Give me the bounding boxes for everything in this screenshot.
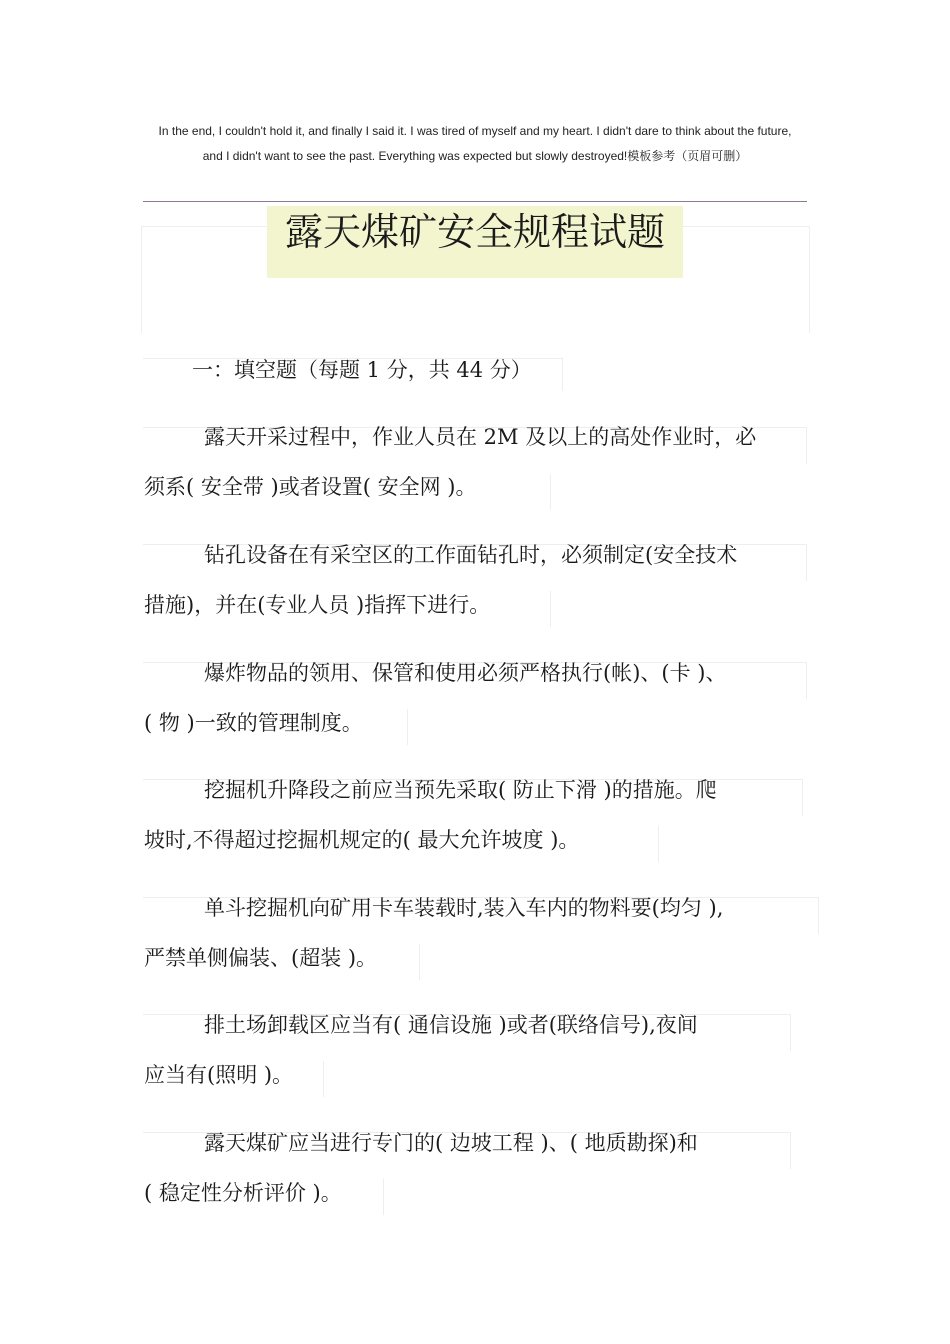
question-1-line-1: 露天开采过程中，作业人员在 2M 及以上的高处作业时，必 [204, 425, 757, 449]
question-5-line-2: 严禁单侧偏装、(超装 )。 [144, 946, 378, 970]
question-7-line-1: 露天煤矿应当进行专门的( 边坡工程 )、( 地质勘探)和 [204, 1131, 698, 1155]
question-3 [144, 648, 809, 748]
question-3-line-2: ( 物 )一致的管理制度。 [144, 711, 363, 735]
question-1 [144, 412, 809, 512]
question-2-line-1: 钻孔设备在有采空区的工作面钻孔时，必须制定(安全技术 [204, 543, 738, 567]
question-1-line-2: 须系( 安全带 )或者设置( 安全网 )。 [144, 475, 477, 499]
question-7-line-2: ( 稳定性分析评价 )。 [144, 1181, 342, 1205]
section-heading: 一：填空题（每题 1 分，共 44 分） [192, 358, 532, 382]
question-6 [144, 1000, 809, 1100]
question-4 [144, 765, 809, 865]
question-2 [144, 530, 809, 630]
question-7 [144, 1118, 809, 1218]
question-3-line-1: 爆炸物品的领用、保管和使用必须严格执行(帐)、(卡 )、 [204, 661, 727, 685]
page-header-text: In the end, I couldn't hold it, and finally I said it. I was tired of myself and my heart. I didn't dare to think about the future, and I didn't want to see the past. Everything was expected but slowly destroyed!模板参考（页眉可删） [158, 124, 792, 163]
question-2-line-2: 措施)，并在(专业人员 )指挥下进行。 [144, 593, 491, 617]
question-4-line-2: 坡时,不得超过挖掘机规定的( 最大允许坡度 )。 [144, 828, 580, 852]
header-divider [143, 201, 807, 202]
question-5 [144, 883, 809, 983]
question-6-line-2: 应当有(照明 )。 [144, 1063, 294, 1087]
question-4-line-1: 挖掘机升降段之前应当预先采取( 防止下滑 )的措施。爬 [204, 778, 717, 802]
question-5-line-1: 单斗挖掘机向矿用卡车装载时,装入车内的物料要(均匀 ), [204, 896, 724, 920]
document-title: 露天煤矿安全规程试题 [284, 210, 665, 254]
question-6-line-1: 排土场卸载区应当有( 通信设施 )或者(联络信号),夜间 [204, 1013, 698, 1037]
